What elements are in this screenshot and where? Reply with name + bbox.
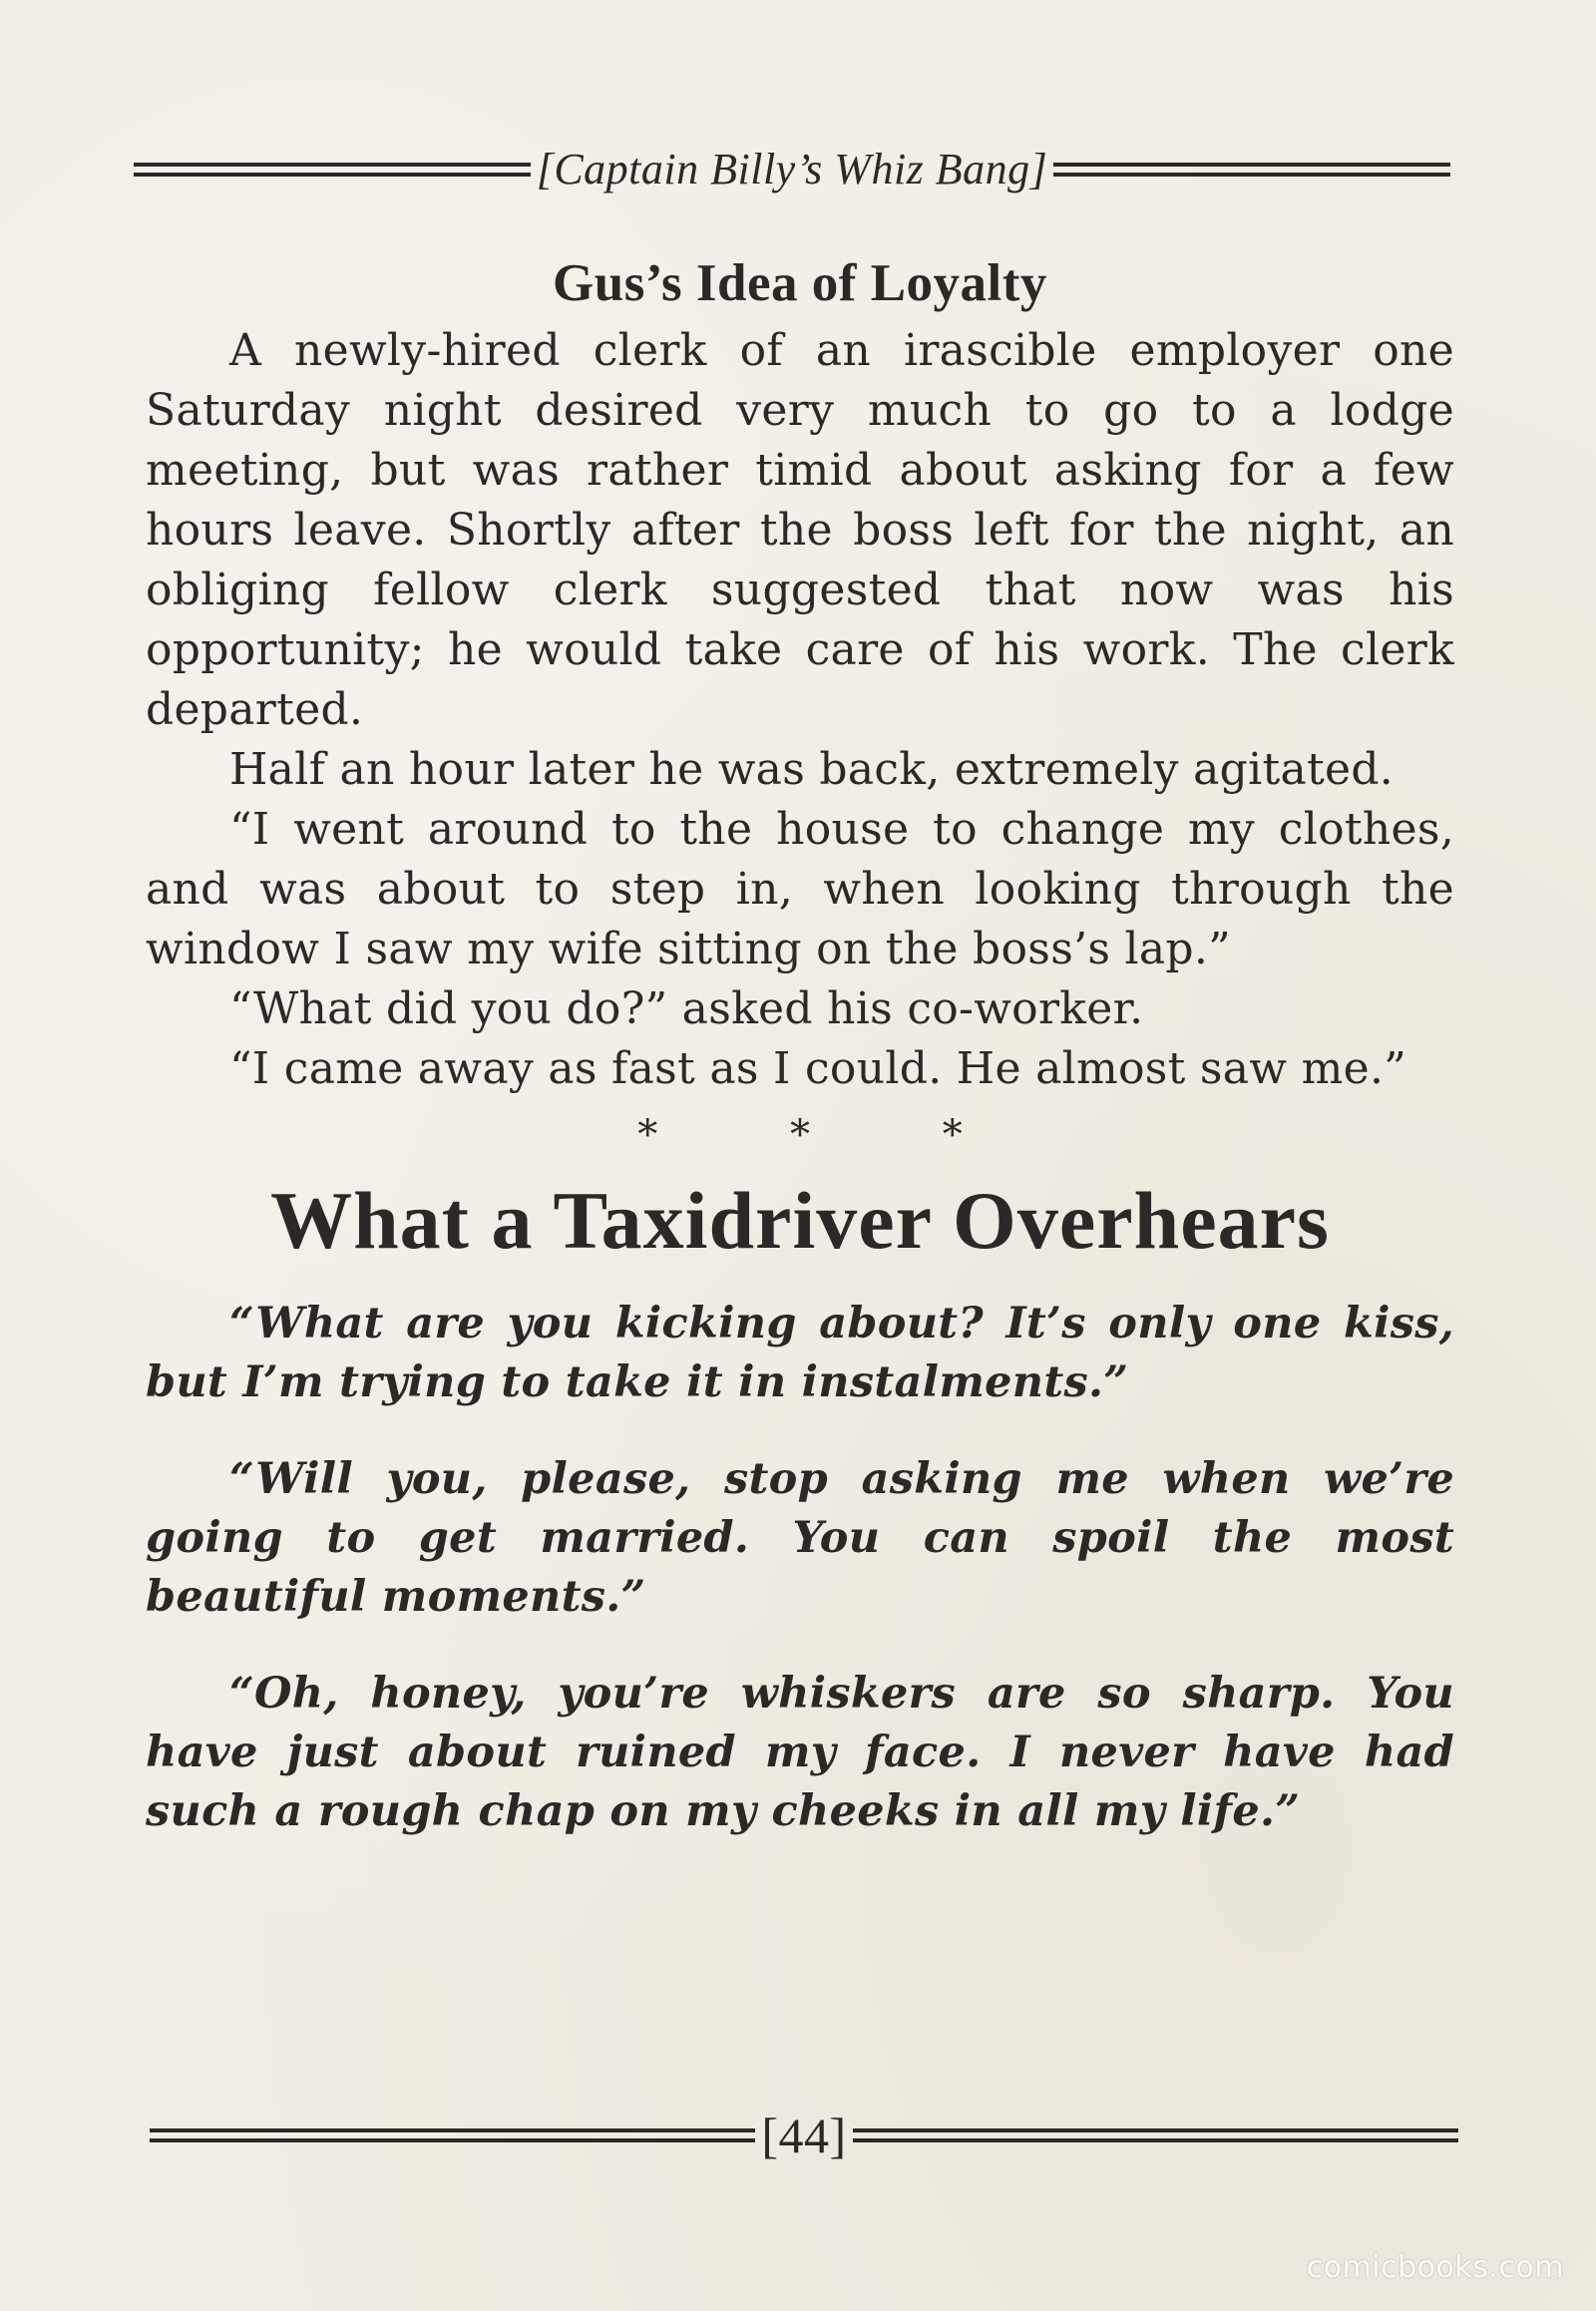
footer-rule-left [150,2128,755,2142]
quote-paragraph: “Oh, honey, you’re whiskers are so sharp. You have just about ruined my face. I never have had such a rough chap on my cheeks in all my life.” [146,1669,1454,1836]
page-number: [44] [761,2108,847,2163]
article-paragraph: “I came away as fast as I could. He almost saw me.” [229,1043,1407,1094]
article-paragraph: A newly-hired clerk of an irascible employer one Saturday night desired very much to go to a lodge meeting, but was rather timid about asking for a few hours leave. Shortly after the boss left for the night, an obliging fellow clerk suggested that now was his opportunity; he would take care of his work. The clerk departed. [146,325,1454,735]
running-title: [Captain Billy’s Whiz Bang] [536,145,1048,193]
running-header [134,140,1450,199]
page-footer [150,2103,1458,2168]
article-title-taxidriver: What a Taxidriver Overhears [270,1175,1330,1266]
article-title-loyalty: Gus’s Idea of Loyalty [553,254,1047,312]
footer-rule-right [853,2128,1458,2142]
section-separator: * * * [637,1112,1022,1158]
quote-paragraph: “What are you kicking about? It’s only one kiss, but I’m trying to take it in instalments.” [146,1299,1454,1407]
quote-paragraph: “Will you, please, stop asking me when we’re going to get married. You can spoil the most beautiful moments.” [146,1454,1454,1622]
header-rule-right [1053,163,1450,177]
header-rule-left [134,163,531,177]
article-paragraph: “What did you do?” asked his co-worker. [229,983,1144,1034]
page-content [146,249,1454,1879]
watermark: comicbooks.com [1306,2250,1564,2285]
article-paragraph: Half an hour later he was back, extremely agitated. [229,744,1395,795]
article-paragraph: “I went around to the house to change my clothes, and was about to step in, when looking through the window I saw my wife sitting on the boss’s lap.” [146,804,1454,974]
